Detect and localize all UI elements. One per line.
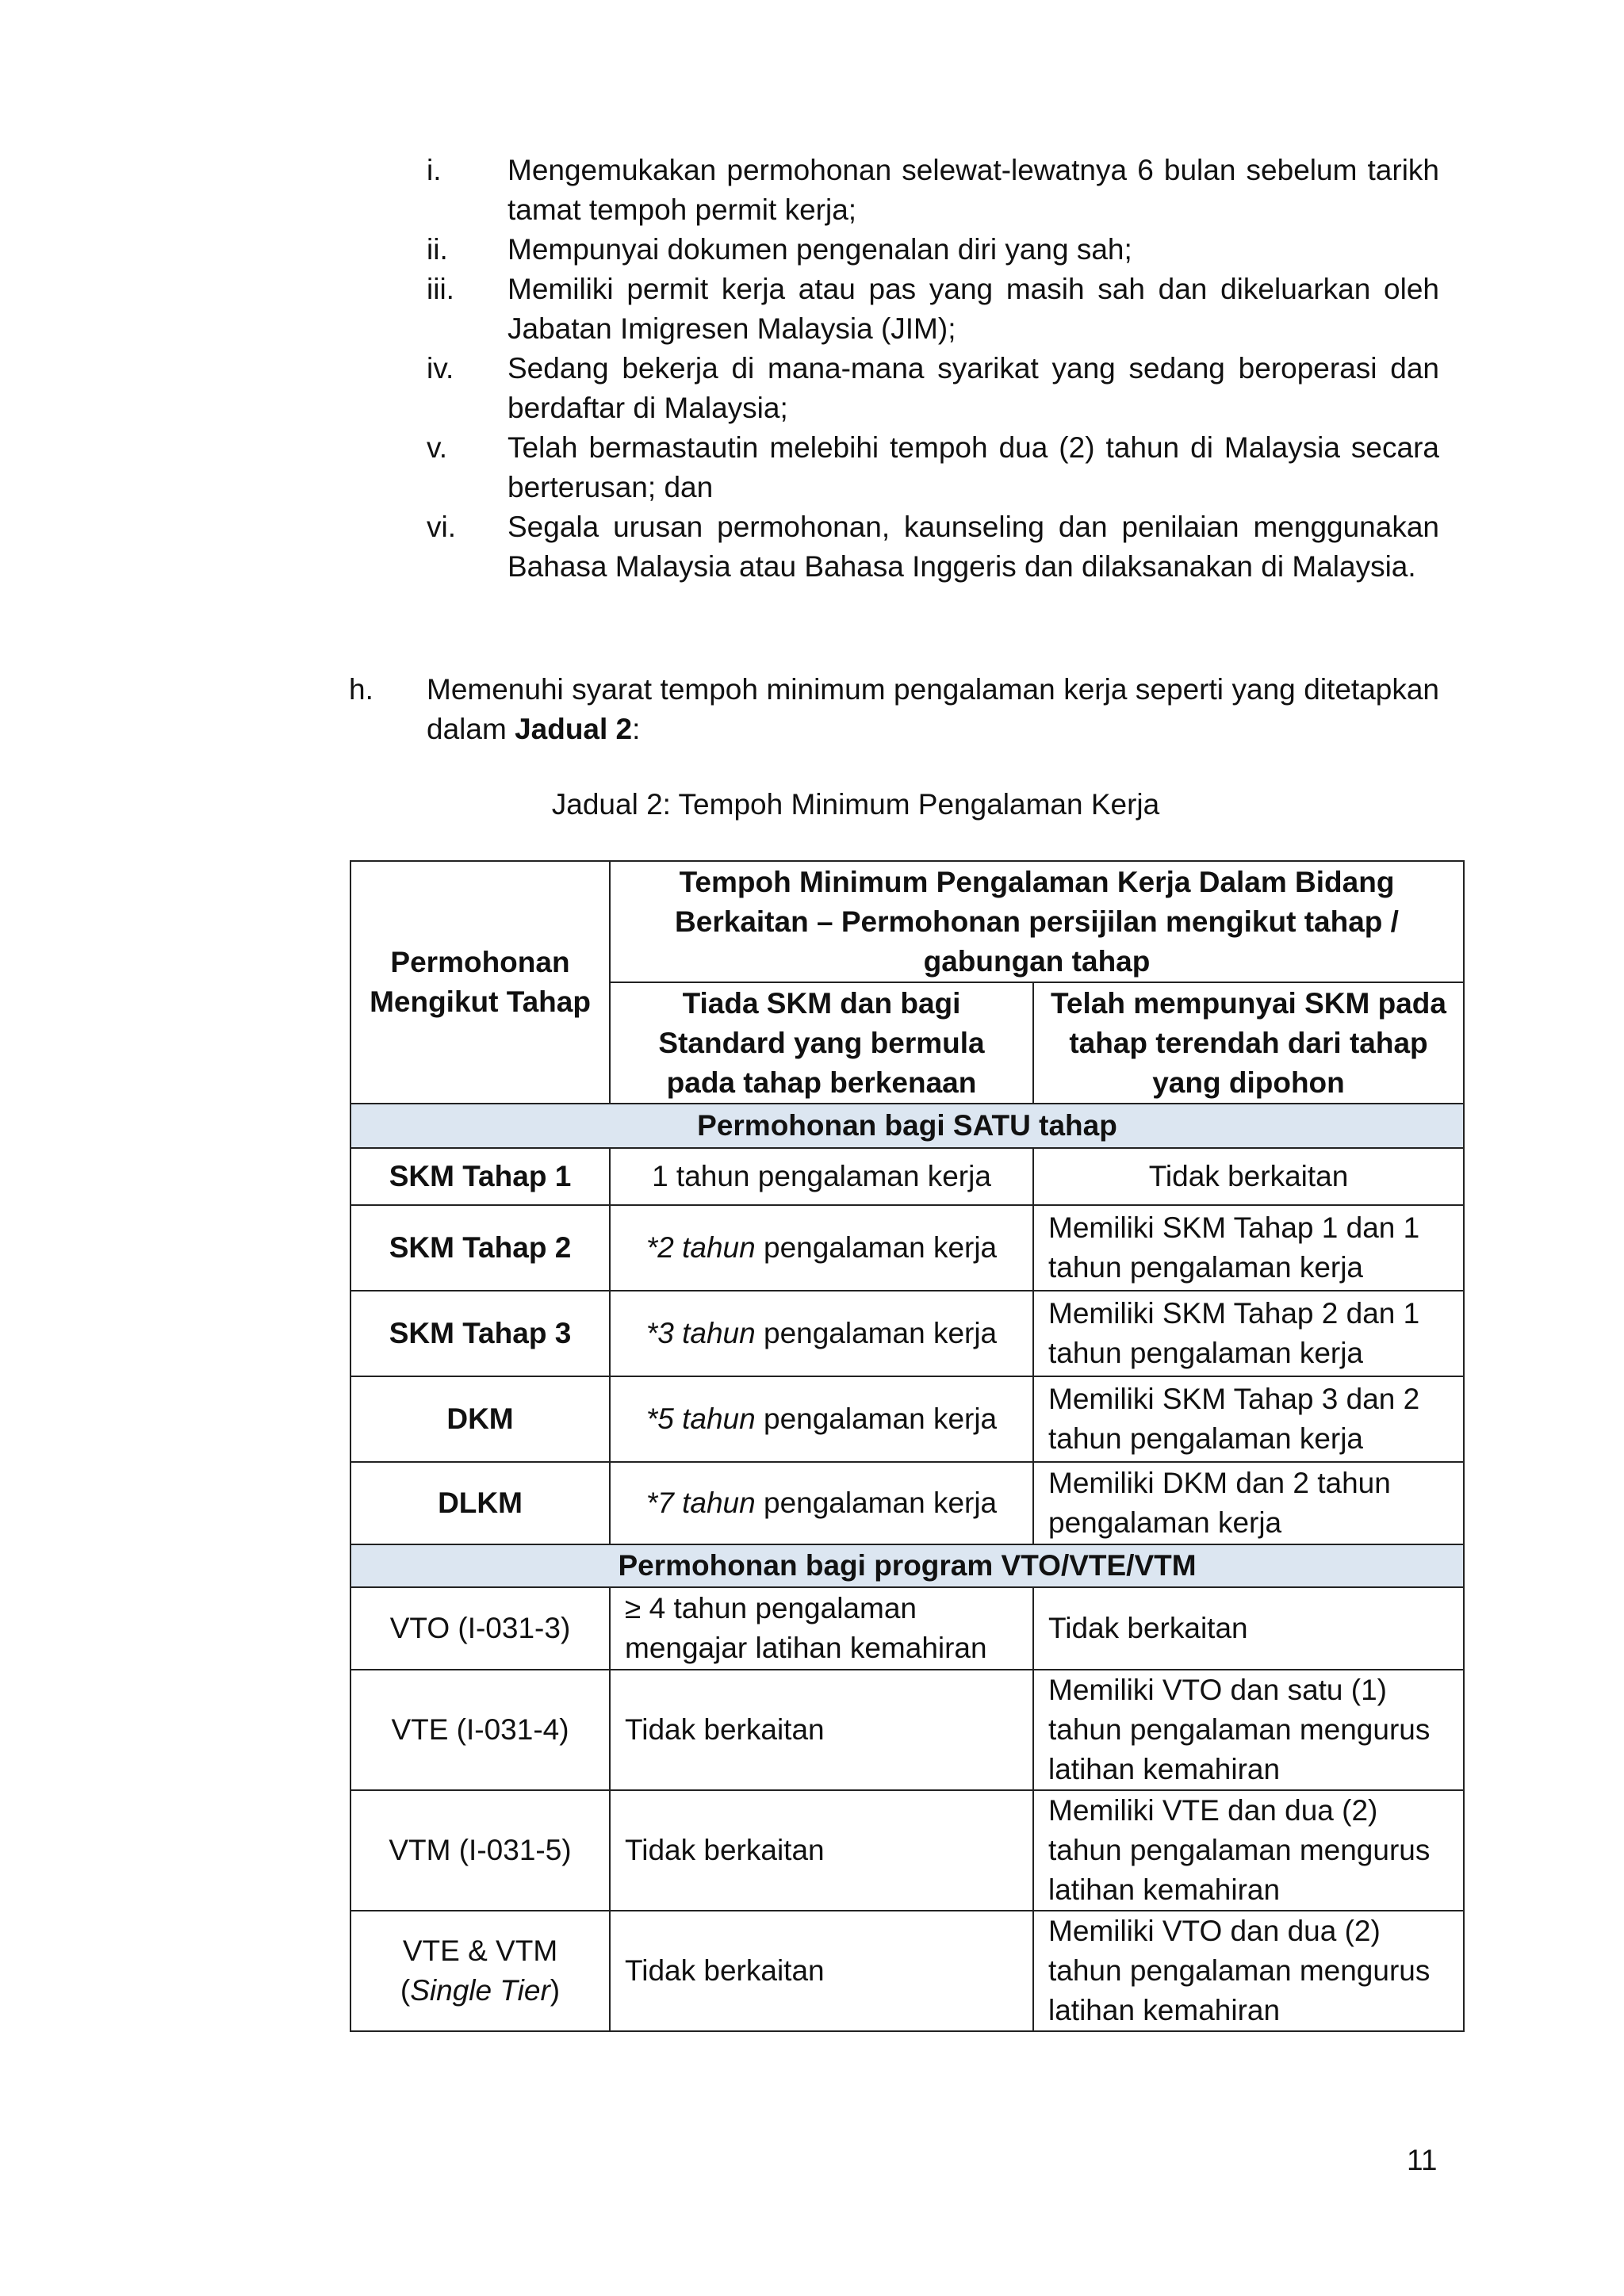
table-row <box>350 1462 1464 1544</box>
col-header-group: Tempoh Minimum Pengalaman Kerja Dalam Bidang Berkaitan – Permohonan persijilan mengikut tahap / gabungan tahap <box>610 861 1464 982</box>
level-cell <box>350 1911 610 2031</box>
no-skm-italic: *7 tahun <box>645 1487 756 1519</box>
col2-cell: Tidak berkaitan <box>610 1670 1033 1790</box>
has-skm-cell: Memiliki SKM Tahap 3 dan 2 tahun pengalaman kerja <box>1033 1376 1464 1462</box>
no-skm-rest: pengalaman kerja <box>755 1402 998 1435</box>
level-cell <box>350 1670 610 1790</box>
col2-cell: ≥ 4 tahun pengalaman mengajar latihan kemahiran <box>610 1587 1033 1670</box>
page-number: 11 <box>1407 2144 1438 2176</box>
list-item-text: Segala urusan permohonan, kaunseling dan penilaian menggunakan Bahasa Malaysia atau Bahasa Inggeris dan dilaksanakan di Malaysia. <box>508 511 1439 583</box>
section-band-vto-vte-vtm: Permohonan bagi program VTO/VTE/VTM <box>350 1544 1464 1587</box>
no-skm-rest: pengalaman kerja <box>755 1231 998 1264</box>
col3-cell: Tidak berkaitan <box>1033 1587 1464 1670</box>
col2-cell: Tidak berkaitan <box>610 1911 1033 2031</box>
item-h-text <box>427 670 1439 749</box>
level-text: VTE (I-031-4) <box>391 1713 569 1746</box>
has-skm-cell: Memiliki SKM Tahap 1 dan 1 tahun pengalaman kerja <box>1033 1205 1464 1291</box>
table-header-row <box>350 861 1464 982</box>
col3-cell: Memiliki VTE dan dua (2) tahun pengalaman mengurus latihan kemahiran <box>1033 1790 1464 1911</box>
col-header-has-skm: Telah mempunyai SKM pada tahap terendah dari tahap yang dipohon <box>1033 982 1464 1104</box>
level-cell: DLKM <box>350 1462 610 1544</box>
level-italic: Single Tier <box>410 1974 550 2007</box>
no-skm-italic: *3 tahun <box>645 1317 756 1349</box>
list-item-number: i. <box>427 154 442 186</box>
table-row <box>350 1376 1464 1462</box>
item-h-number: h. <box>349 673 373 706</box>
table-caption: Jadual 2: Tempoh Minimum Pengalaman Kerja <box>551 788 1160 821</box>
table-row <box>350 1205 1464 1291</box>
level-cell <box>350 1790 610 1911</box>
list-item-text: Sedang bekerja di mana-mana syarikat yang sedang beroperasi dan berdaftar di Malaysia; <box>508 352 1439 424</box>
no-skm-cell <box>610 1291 1033 1376</box>
level-cell: SKM Tahap 2 <box>350 1205 610 1291</box>
no-skm-cell <box>610 1462 1033 1544</box>
level-cell: SKM Tahap 1 <box>350 1148 610 1205</box>
has-skm-cell: Tidak berkaitan <box>1033 1148 1464 1205</box>
list-item-text: Mengemukakan permohonan selewat-lewatnya 6 bulan sebelum tarikh tamat tempoh permit kerja; <box>508 154 1439 226</box>
jadual-2-reference: Jadual 2 <box>515 713 633 745</box>
no-skm-rest: pengalaman kerja <box>755 1487 998 1519</box>
level-text: VTE & VTM ( <box>400 1934 558 2007</box>
level-suffix: ) <box>550 1974 561 2007</box>
experience-table <box>350 860 1465 2032</box>
has-skm-cell: Memiliki DKM dan 2 tahun pengalaman kerja <box>1033 1462 1464 1544</box>
table-row <box>350 1587 1464 1670</box>
level-text: VTO (I-031-3) <box>389 1612 571 1644</box>
level-cell: SKM Tahap 3 <box>350 1291 610 1376</box>
list-item-number: ii. <box>427 233 448 266</box>
level-text: VTM (I-031-5) <box>389 1834 572 1866</box>
no-skm-rest: pengalaman kerja <box>755 1317 998 1349</box>
no-skm-cell <box>610 1376 1033 1462</box>
col-header-level: Permohonan Mengikut Tahap <box>350 861 610 1104</box>
col3-cell: Memiliki VTO dan satu (1) tahun pengalaman mengurus latihan kemahiran <box>1033 1670 1464 1790</box>
list-item-number: v. <box>427 431 448 464</box>
list-item-text: Telah bermastautin melebihi tempoh dua (2) tahun di Malaysia secara berterusan; dan <box>508 431 1439 503</box>
table-row <box>350 1291 1464 1376</box>
no-skm-cell <box>610 1148 1033 1205</box>
no-skm-italic: *5 tahun <box>645 1402 756 1435</box>
table-row <box>350 1148 1464 1205</box>
level-cell <box>350 1587 610 1670</box>
no-skm-cell <box>610 1205 1033 1291</box>
table-row <box>350 1670 1464 1790</box>
level-cell: DKM <box>350 1376 610 1462</box>
has-skm-cell: Memiliki SKM Tahap 2 dan 1 tahun pengalaman kerja <box>1033 1291 1464 1376</box>
section-band-satu-tahap: Permohonan bagi SATU tahap <box>350 1104 1464 1148</box>
no-skm-rest: 1 tahun pengalaman kerja <box>652 1160 991 1192</box>
no-skm-italic: *2 tahun <box>645 1231 756 1264</box>
col2-cell: Tidak berkaitan <box>610 1790 1033 1911</box>
list-item-number: iv. <box>427 352 454 385</box>
table-row <box>350 1911 1464 2031</box>
list-item-number: vi. <box>427 511 456 543</box>
list-item-text: Memiliki permit kerja atau pas yang masih sah dan dikeluarkan oleh Jabatan Imigresen Malaysia (JIM); <box>508 273 1439 345</box>
list-item-text: Mempunyai dokumen pengenalan diri yang sah; <box>508 233 1132 266</box>
item-h-text-before: Memenuhi syarat tempoh minimum pengalaman kerja seperti yang ditetapkan dalam <box>427 673 1439 745</box>
list-item-number: iii. <box>427 273 454 305</box>
col-header-no-skm: Tiada SKM dan bagi Standard yang bermula pada tahap berkenaan <box>610 982 1033 1104</box>
col3-cell: Memiliki VTO dan dua (2) tahun pengalaman mengurus latihan kemahiran <box>1033 1911 1464 2031</box>
table-row <box>350 1790 1464 1911</box>
item-h-text-after: : <box>632 713 641 745</box>
